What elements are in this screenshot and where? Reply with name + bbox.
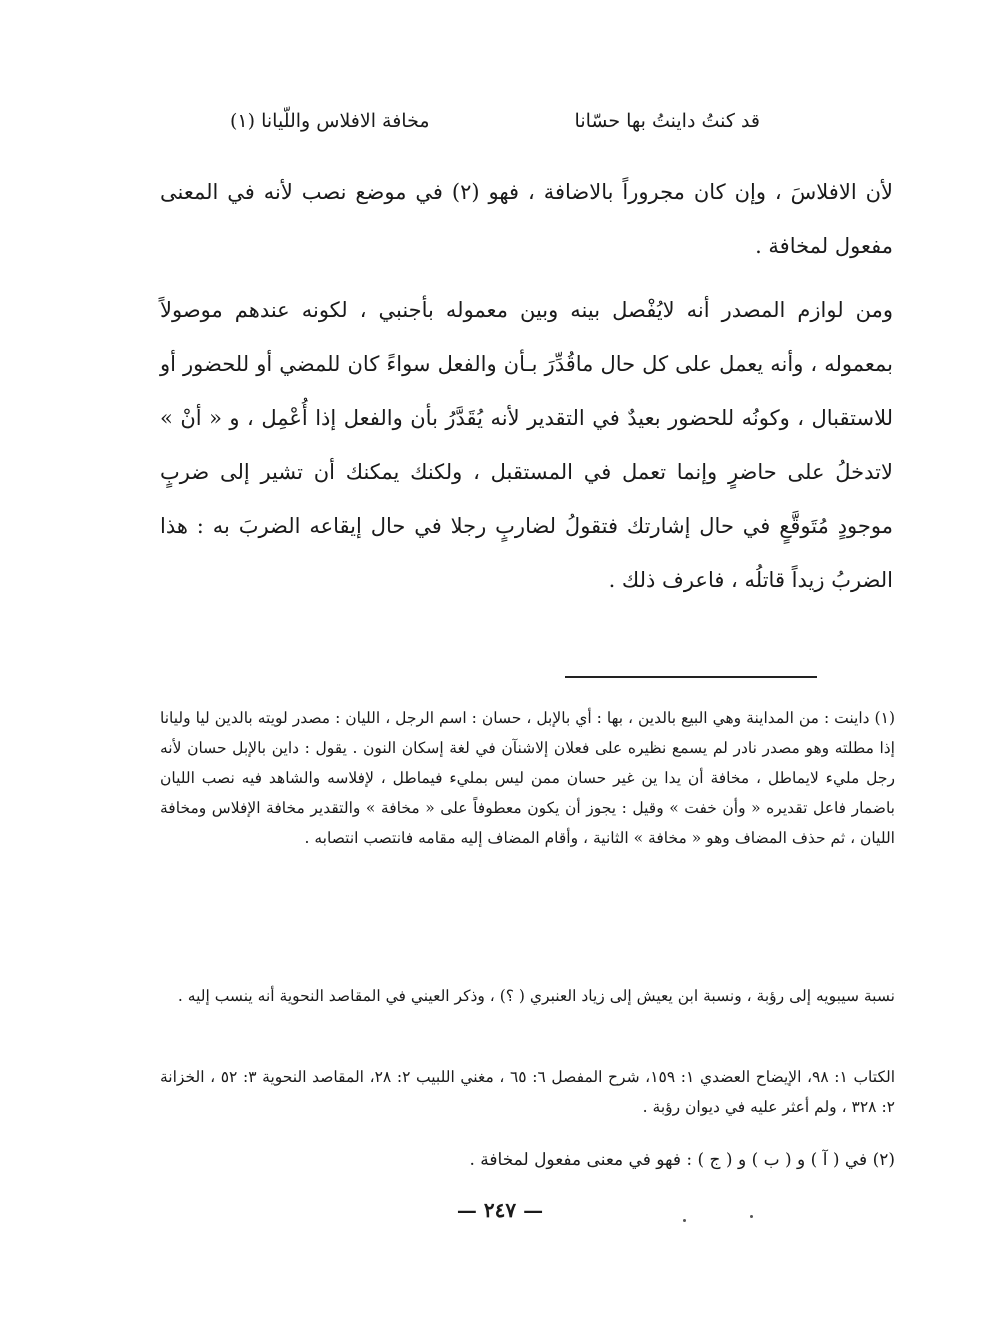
footnote-1-sources: الكتاب ١: ٩٨، الإيضاح العضدي ١: ١٥٩، شرح المفصل ٦: ٦٥ ، مغني اللبيب ٢: ٢٨، المقاصد النحوية ٣: ٥٢ ، الخزانة ٢: ٣٢٨ ، ولم أعثر عليه في ديوان رؤبة .: [160, 1068, 896, 1116]
verse-first-hemistich: قد كنتُ داينتُ بها حسّانا: [574, 110, 760, 132]
print-speck: [750, 1215, 753, 1218]
footnote-1-attribution: نسبة سيبويه إلى رؤبة ، ونسبة ابن يعيش إلى زياد العنبري ( ؟) ، وذكر العيني في المقاصد النحوية أنه ينسب إليه .: [177, 987, 895, 1005]
paragraph-2: ومن لوازم المصدر أنه لايُفْصل بينه وبين معموله بأجنبي ، لكونه عندهم موصولاً بمعموله ، وأنه يعمل على كل حال ماقُدِّرَ بـأن والفعل سواءً كان للمضي أو للحضور أو للاستقبال ، وكونُه للحضور بعيدٌ في التقدير لأنه يُقَدَّرُ بأن والفعل إذا أُعْمِل ، و « أنْ » لاتدخلُ على حاضرٍ وإنما تعمل في المستقبل ، ولكنك يمكنك أن تشير إلى ضربٍ موجودٍ مُتَوقَّعٍ في حال إشارتك فتقولُ لضاربٍ رجلا في حال إيقاعه الضربَ به : هذا الضربُ زيداً قاتلُه ، فاعرف ذلك .: [160, 298, 893, 592]
verse-second-hemistich: مخافة الافلاس واللّيانا (١): [230, 110, 430, 132]
footnote-separator: [565, 676, 817, 678]
paragraph-1: لأن الافلاسَ ، وإن كان مجروراً بالاضافة ، فهو (٢) في موضع نصب لأنه في المعنى مفعول لمخافة .: [160, 180, 893, 258]
print-speck: [683, 1219, 686, 1222]
page-number: — ٢٤٧ —: [456, 1198, 544, 1222]
footnote-2: (٢) في ( آ ) و ( ب ) و ( ج ) : فهو في معنى مفعول لمخافة .: [469, 1150, 895, 1170]
footnote-1-gloss: (١) داينت : من المداينة وهي البيع بالدين ، بها : أي بالإبل ، حسان : اسم الرجل ، الليان : مصدر لويته بالدين ليا وليانا إذا مطلته وهو مصدر نادر لم يسمع نظيره على فعلان إلاشنآن في لغة إسكان النون . يقول : داين بالإبل حسان لأنه رجل مليء لايماطل ، مخافة أن يدا ين غير حسان ممن ليس بمليء فيماطل ، لإفلاسه والشاهد فيه نصب الليان باضمار فاعل تقديره « وأن خفت » وقيل : يجوز أن يكون معطوفاً على « مخافة » والتقدير مخافة الإفلاس ومخافة الليان ، ثم حذف المضاف وهو « مخافة » الثانية ، وأقام المضاف إليه مقامه فانتصب انتصابه .: [160, 709, 895, 847]
